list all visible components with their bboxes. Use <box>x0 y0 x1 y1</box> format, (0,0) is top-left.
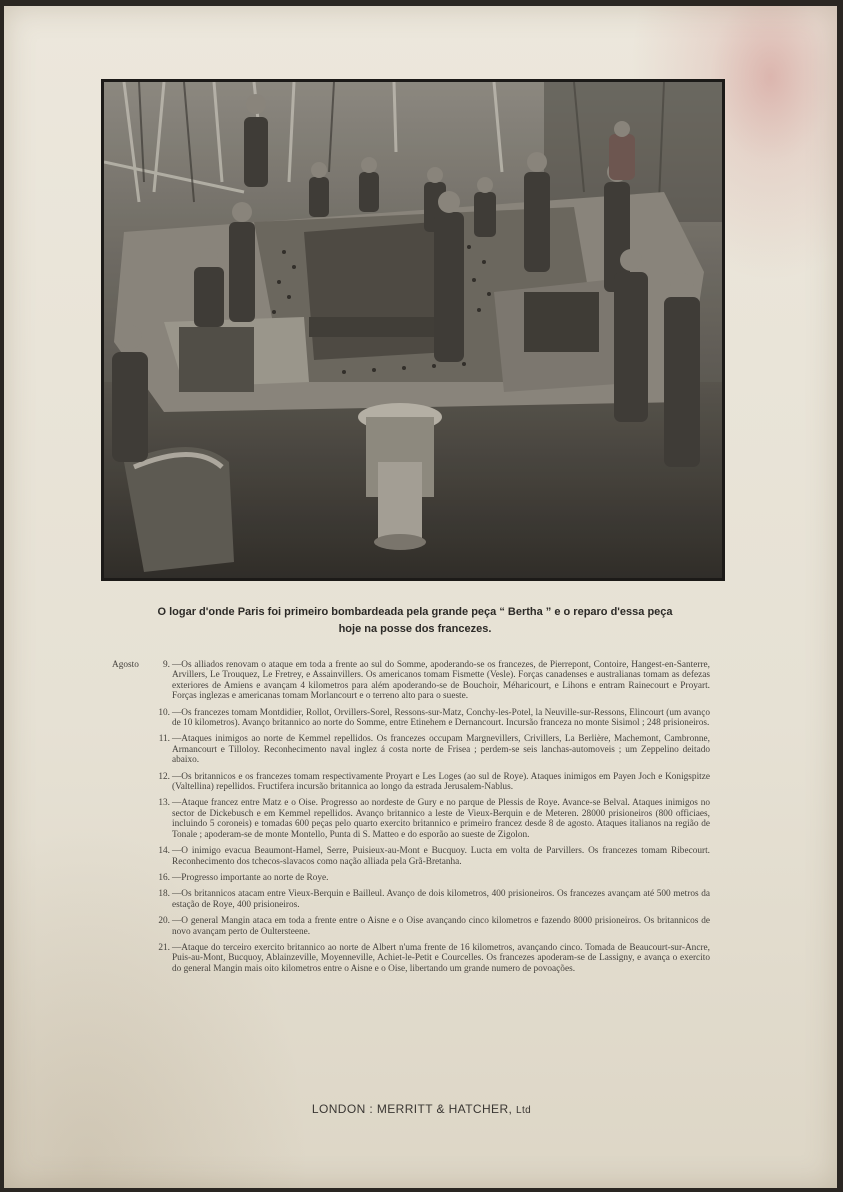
entry-text: —O general Mangin ataca em toda a frente entre o Aisne e o Oise avançando cinco kilometros e fazendo 8000 prisioneiros. Os britannicos de novo avançam perto de Oultersteene. <box>172 916 710 937</box>
list-item <box>112 772 710 793</box>
entry-day: 20. <box>158 916 170 927</box>
list-item <box>112 873 710 883</box>
list-item <box>112 916 710 937</box>
list-item <box>112 889 710 910</box>
entry-day: 12. <box>158 771 170 782</box>
entry-text: —O inimigo evacua Beaumont-Hamel, Serre, Puisieux-au-Mont e Bucquoy. Lucta em volta de Parvillers. Os francezes tomam Ribecourt. Reconhecimento dos tchecos-slavacos como nação alliada pela Grã-Bretanha. <box>172 846 710 867</box>
entry-text: —Os britannicos atacam entre Vieux-Berquin e Bailleul. Avanço de dois kilometros, 400 prisioneiros. Os francezes avançam até 500 metros da estação de Roye, 400 prisioneiros. <box>172 889 710 910</box>
entry-month: Agosto <box>112 660 139 670</box>
entry-day: 21. <box>158 942 170 953</box>
publisher-name: LONDON : MERRITT & HATCHER, <box>311 1102 513 1116</box>
list-item <box>112 660 710 702</box>
entry-text: —Ataque do terceiro exercito britannico ao norte de Albert n'uma frente de 16 kilometros, avançando cinco. Tomada de Beaucourt-sur-Ancre, Puis-au-Mont, Bucquoy, Ablainzeville, Moyenneville, Achiet-le-Petit e Courcelles. Os francezes apoderam-se de Lassigny, e avança o exercito do general Mangin mais oito kilometros entre o Aisne e o Oise, libertando um grande numero de povoações. <box>172 942 710 974</box>
entry-day: 16. <box>158 872 170 883</box>
entry-day: 18. <box>158 889 170 900</box>
entry-day: 11. <box>158 734 170 745</box>
list-item <box>112 798 710 840</box>
list-item <box>112 708 710 729</box>
entry-text: —Os britannicos e os francezes tomam respectivamente Proyart e Les Loges (ao sul de Roye). Ataques inimigos em Payen Joch e Konigspitze (Valtellina) repellidos. Fructifera incursão britannica ao longo da estrada Jerusalem-Nablus. <box>172 771 710 793</box>
entry-text: —Ataques inimigos ao norte de Kemmel repellidos. Os francezes occupam Margnevillers, Crivillers, La Berlière, Machemont, Cambronne, Armancourt e Tilloloy. Reconhecimento naval inglez á costa norte de Frisea ; perdem-se seis lanchas-automoveis ; um Zeppelino deitado abaixo. <box>172 734 710 766</box>
caption-line-1: O logar d'onde Paris foi primeiro bombardeada pela grande peça “ Bertha ” e o reparo d'essa peça <box>157 606 673 618</box>
caption-line-2: hoje na posse dos francezes. <box>338 623 492 635</box>
entry-day: 9. <box>163 660 170 670</box>
entry-text: —Ataque francez entre Matz e o Oise. Progresso ao nordeste de Gury e no parque de Plessis de Roye. Avance-se Belval. Ataques inimigos no sector de Dickebusch e em Kemmel repellidos. Avanço britannico a leste de Vieux-Berquin e de Meteren. 28000 prisioneiros (800 officiaes, incluindo 5 coroneis) e tomadas 600 peças pelo quarto exercito britannico e primeiro francez desde 8 de agosto. Ataques italianos na região de Tonale ; apoderam-se de monte Montello, Punta di S. Matteo e do esporão ao sueste de Zigolon. <box>172 798 710 840</box>
entry-text: —Os francezes tomam Montdidier, Rollot, Orvillers-Sorel, Ressons-sur-Matz, Conchy-les-Potel, la Neuville-sur-Ressons, Elincourt (um avanço de 10 kilometros). Avanço britannico ao norte do Somme, entre Etinehem e Dernancourt. Incursão franceza no monte Sisimol ; 248 prisioneiros. <box>172 707 710 729</box>
list-item <box>112 734 710 765</box>
photo-caption <box>100 604 730 638</box>
list-item <box>112 846 710 867</box>
entry-day: 14. <box>158 846 170 857</box>
entry-day: 10. <box>158 707 170 718</box>
entry-text: —Os alliados renovam o ataque em toda a frente ao sul do Somme, apoderando-se os francezes, de Pierrepont, Contoire, Hangest-en-Santerre, Arvillers, Le Trouquez, Le Fretrey, e Assainvillers. Os americanos tomam Fismette (Vesle). Forças canadenses e australianas tomam as defezas exteriores de Amiens e avançam 4 kilometros para além apoderando-se de Bouchoir, Méharicourt, e Lihons e entram Rainecourt e Proyart. Forças inglezas e americanas tomam Morlancourt e o terreno alto para o sueste. <box>172 660 710 702</box>
photograph-illustration <box>104 82 722 578</box>
war-photograph <box>101 79 725 581</box>
chronology-list <box>112 660 710 980</box>
entry-day: 13. <box>158 798 170 809</box>
publisher-suffix: Ltd <box>516 1105 532 1116</box>
publisher-imprint <box>0 1102 843 1116</box>
entry-text: —Progresso importante ao norte de Roye. <box>172 872 329 883</box>
list-item <box>112 943 710 974</box>
